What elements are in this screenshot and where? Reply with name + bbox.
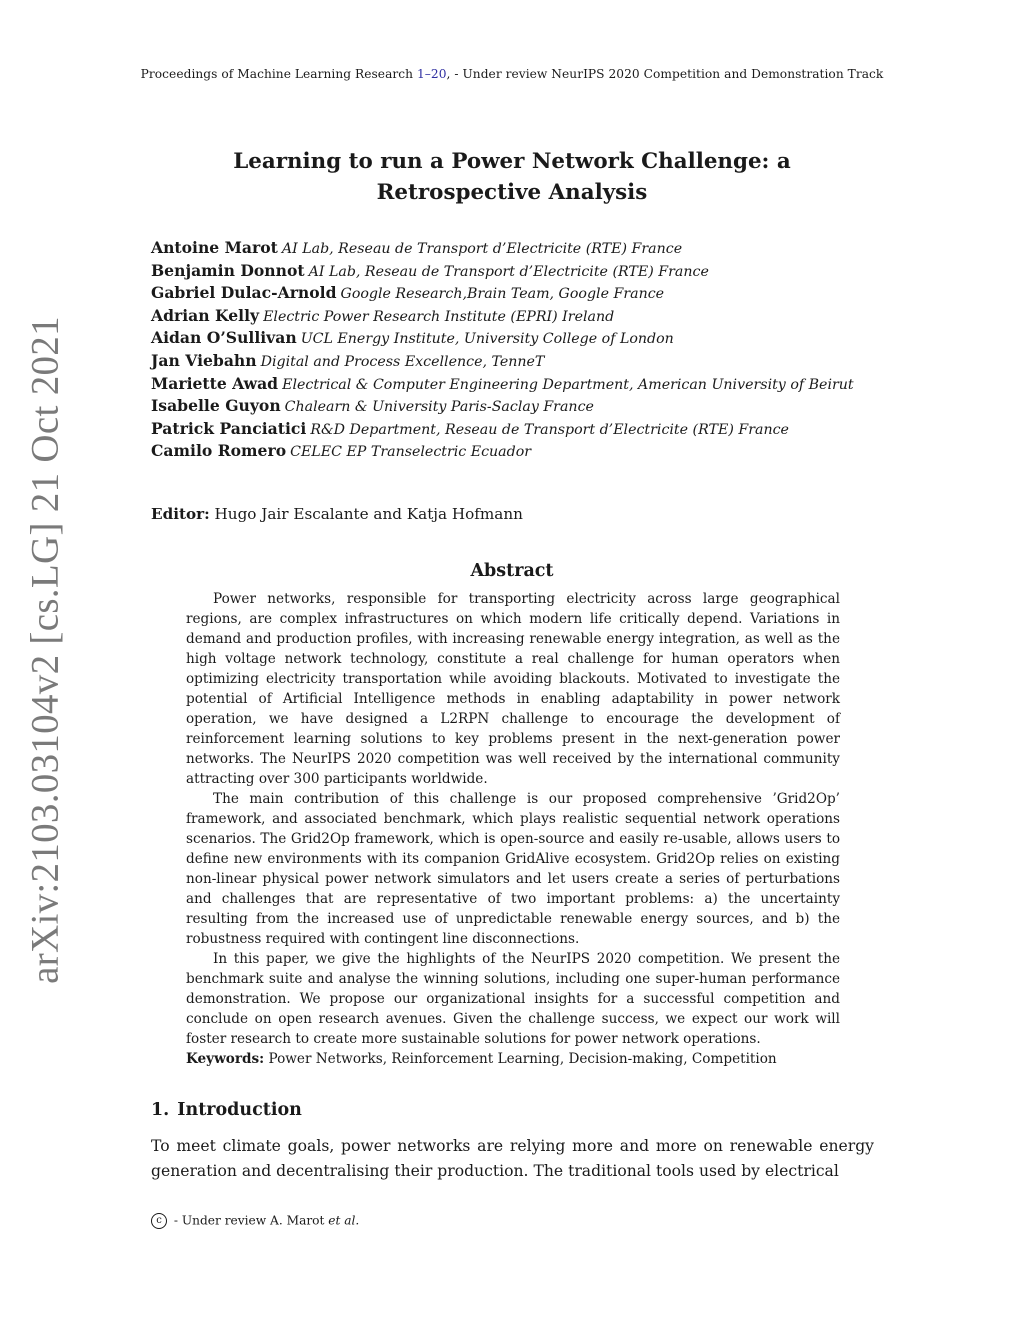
author-affiliation: Google Research,Brain Team, Google France xyxy=(340,286,665,303)
author-entry xyxy=(151,261,891,284)
author-entry xyxy=(151,328,891,351)
author-name: Mariette Awad xyxy=(151,373,279,393)
keywords-list: Power Networks, Reinforcement Learning, Decision-making, Competition xyxy=(268,1051,777,1067)
author-name: Adrian Kelly xyxy=(151,305,260,325)
footer-text: - Under review A. Marot xyxy=(170,1213,329,1228)
footer-etal: et al. xyxy=(328,1213,360,1228)
section-heading-introduction xyxy=(151,1100,302,1120)
author-affiliation: AI Lab, Reseau de Transport d’Electricite (RTE) France xyxy=(281,241,683,257)
author-affiliation: UCL Energy Institute, University College of London xyxy=(300,331,674,348)
title-line-2: Retrospective Analysis xyxy=(376,180,648,205)
author-name: Jan Viebahn xyxy=(151,350,257,370)
section-title: Introduction xyxy=(177,1100,302,1120)
author-affiliation: Electrical & Computer Engineering Department, American University of Beirut xyxy=(282,376,854,393)
abstract-heading: Abstract xyxy=(470,561,554,581)
running-header xyxy=(0,67,1024,81)
abstract-body xyxy=(186,589,840,1069)
author-affiliation: Digital and Process Excellence, TenneT xyxy=(260,353,545,370)
author-name: Benjamin Donnot xyxy=(151,260,305,280)
title-line-1: Learning to run a Power Network Challenge: a xyxy=(233,149,791,174)
introduction-body xyxy=(151,1134,874,1183)
author-affiliation: Electric Power Research Institute (EPRI) Ireland xyxy=(263,308,615,325)
copyright-icon: c xyxy=(151,1213,167,1229)
author-name: Patrick Panciatici xyxy=(151,418,307,438)
author-entry xyxy=(151,283,891,306)
section-number: 1. xyxy=(151,1100,170,1120)
author-name: Isabelle Guyon xyxy=(151,396,281,416)
editor-line xyxy=(151,505,523,523)
abstract-paragraph-1: Power networks, responsible for transporting electricity across large geographical regions, are complex infrastructures on which modern life critically depend. Variations in demand and production profiles, with increasing renewable energy integration, as well as the high voltage network technology, constitute a real challenge for human operators when optimizing electricity transportation while avoiding blackouts. Motivated to investigate the potential of Artificial Intelligence methods in enabling adaptability in power network operation, we have designed a L2RPN challenge to encourage the development of reinforcement learning solutions to key problems present in the next-generation power networks. The NeurIPS 2020 competition was well received by the international community attracting over 300 participants worldwide. xyxy=(186,591,840,787)
author-affiliation: AI Lab, Reseau de Transport d’Electricite (RTE) France xyxy=(308,263,709,280)
editor-names: Hugo Jair Escalante and Katja Hofmann xyxy=(214,505,523,523)
author-name: Camilo Romero xyxy=(151,441,287,461)
author-entry xyxy=(151,351,891,374)
keywords-label: Keywords: xyxy=(186,1051,265,1067)
author-name: Gabriel Dulac-Arnold xyxy=(151,283,337,303)
header-suffix: , - Under review NeurIPS 2020 Competition and Demonstration Track xyxy=(446,67,884,81)
author-affiliation: R&D Department, Reseau de Transport d’Electricite (RTE) France xyxy=(310,421,789,438)
header-prefix: Proceedings of Machine Learning Research xyxy=(140,67,414,81)
abstract-paragraph-3: In this paper, we give the highlights of the NeurIPS 2020 competition. We present the benchmark suite and analyse the winning solutions, including one super-human performance demonstration. We propose our organizational insights for a successful competition and conclude on open research avenues. Given the challenge success, we expect our work will foster research to create more sustainable solutions for power network operations. xyxy=(186,951,840,1047)
paper-title xyxy=(150,146,874,208)
author-list xyxy=(151,238,891,464)
author-entry xyxy=(151,396,891,419)
author-name: Aidan O’Sullivan xyxy=(151,328,297,348)
abstract-paragraph-2: The main contribution of this challenge is our proposed comprehensive ’Grid2Op’ framework, and associated benchmark, which plays realistic sequential network operations scenarios. The Grid2Op framework, which is open-source and easily re-usable, allows users to define new environments with its companion GridAlive ecosystem. Grid2Op relies on existing non-linear physical power network simulators and let users create a series of perturbations and challenges that are representative of two important problems: a) the uncertainty resulting from the increased use of unpredictable renewable energy sources, and b) the robustness required with contingent line disconnections. xyxy=(186,791,840,947)
author-name: Antoine Marot xyxy=(151,238,278,257)
header-page-range-link[interactable]: 1–20 xyxy=(416,67,447,81)
introduction-paragraph: To meet climate goals, power networks are relying more and more on renewable energy generation and decentralising their production. The traditional tools used by electrical xyxy=(151,1137,874,1180)
author-entry xyxy=(151,419,891,442)
author-entry xyxy=(151,374,891,397)
author-entry xyxy=(151,441,891,464)
author-entry xyxy=(151,306,891,329)
author-affiliation: Chalearn & University Paris-Saclay France xyxy=(284,399,594,416)
page-footer xyxy=(151,1213,359,1229)
arxiv-identifier: arXiv:2103.03104v2 [cs.LG] 21 Oct 2021 xyxy=(23,316,67,984)
keywords-line xyxy=(186,1049,840,1069)
editor-label: Editor: xyxy=(151,505,210,523)
author-entry xyxy=(151,238,891,261)
author-affiliation: CELEC EP Transelectric Ecuador xyxy=(290,444,532,461)
